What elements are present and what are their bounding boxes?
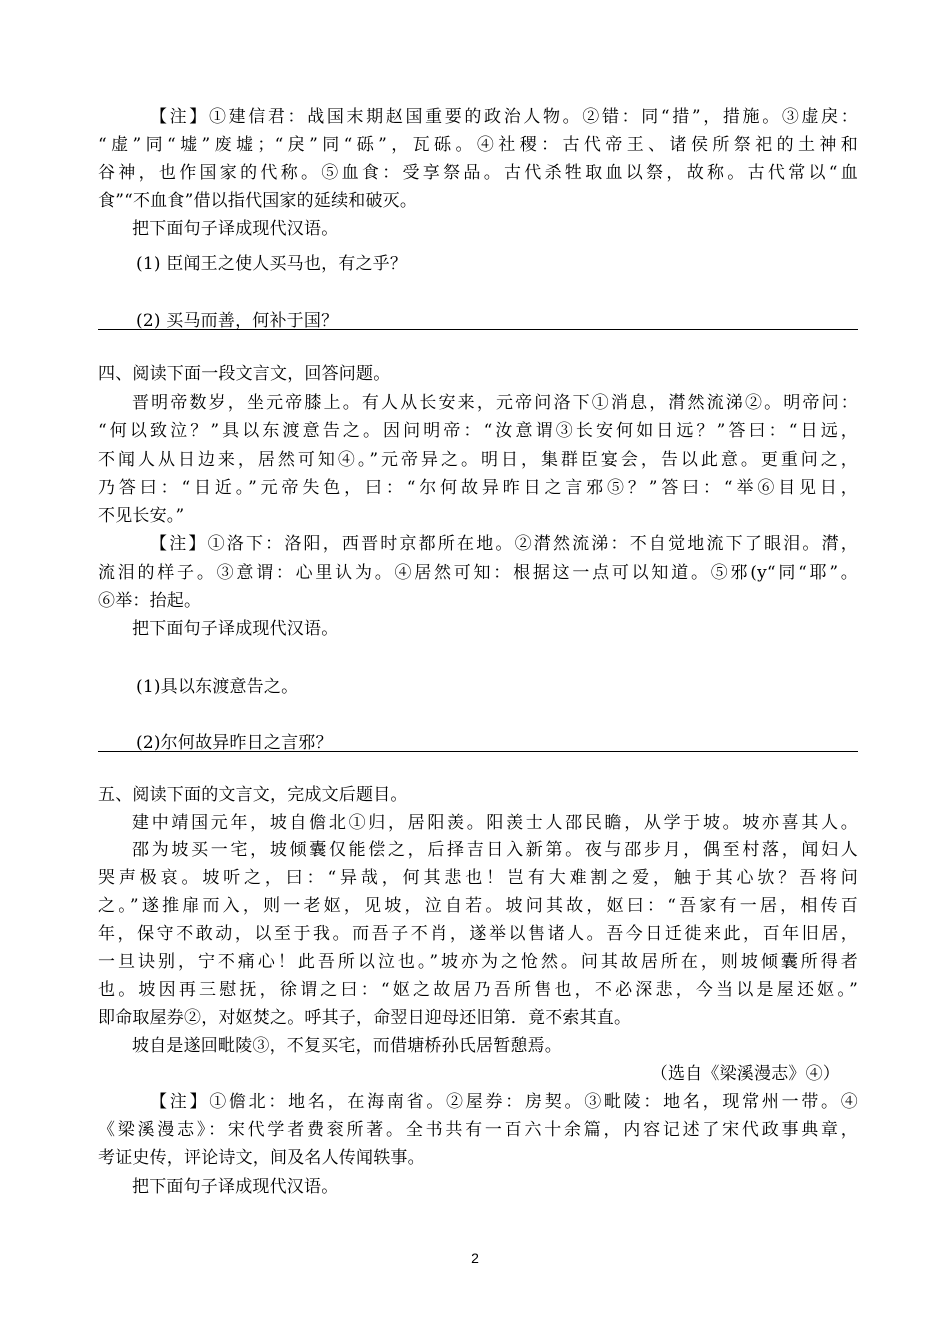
passage-line: 哭声极哀。坡听之，曰：“异哉，何其悲也！岂有大难割之爱，触于其心欤？吾将问 — [98, 868, 858, 888]
note-line: 《梁溪漫志》：宋代学者费衮所著。全书共有一百六十余篇，内容记述了宋代政事典章， — [98, 1120, 858, 1140]
section-heading: 四、阅读下面一段文言文，回答问题。 — [98, 364, 391, 384]
note-line: “虚”同“墟”废墟；“戾”同“砾”，瓦砾。④社稷：古代帝王、诸侯所祭祀的土神和 — [98, 135, 858, 155]
question-2: (2) 买马而善，何补于国？ — [136, 311, 339, 331]
passage-line: 乃答曰：“日近。”元帝失色，曰：“尔何故异昨日之言邪⑤？”答曰：“举⑥目见日， — [98, 478, 858, 498]
note-line: 流泪的样子。③意谓：心里认为。④居然可知：根据这一点可以知道。⑤邪(y“同“耶”。 — [98, 563, 858, 583]
source-citation: （选自《梁溪漫志》④） — [650, 1064, 840, 1084]
passage-line: 不闻人从日边来，居然可知④。”元帝异之。明日，集群臣宴会，告以此意。更重问之， — [98, 450, 858, 470]
passage-line: 不见长安。” — [98, 506, 185, 526]
passage-line: 邵为坡买一宅，坡倾囊仅能偿之，后择吉日入新第。夜与邵步月，偶至村落，闻妇人 — [132, 840, 858, 860]
passage-line: “何以致泣？”具以东渡意告之。因问明帝：“汝意谓③长安何如日远？”答曰：“日远， — [98, 421, 858, 441]
question-1: (1) 臣闻王之使人买马也，有之乎？ — [136, 254, 408, 274]
note-line: 【注】①儋北：地名，在海南省。②屋券：房契。③毗陵：地名，现常州一带。④ — [150, 1092, 858, 1112]
note-line: ⑥举：抬起。 — [98, 591, 202, 611]
passage-line: 即命取屋券②，对妪焚之。呼其子，命翌日迎母还旧第．竟不索其直。 — [98, 1008, 632, 1028]
passage-line: 坡自是遂回毗陵③，不复买宅，而借塘桥孙氏居暂憩焉。 — [132, 1036, 562, 1056]
passage-line: 晋明帝数岁，坐元帝膝上。有人从长安来，元帝问洛下①消息，潸然流涕②。明帝问： — [132, 393, 858, 413]
passage-line: 也。坡因再三慰抚，徐谓之曰：“妪之故居乃吾所售也，不必深悲，今当以是屋还妪。” — [98, 980, 858, 1000]
note-line: 食”“不血食”借以指代国家的延续和破灭。 — [98, 191, 418, 211]
answer-line — [98, 751, 858, 752]
passage-line: 建中靖国元年，坡自儋北①归，居阳羡。阳羡士人邵民瞻，从学于坡。坡亦喜其人。 — [132, 813, 858, 833]
question-1: (1)具以东渡意告之。 — [136, 677, 299, 697]
passage-line: 之。”遂推扉而入，则一老妪，见坡，泣自若。坡问其故，妪曰：“吾家有一居，相传百 — [98, 896, 858, 916]
note-line: 【注】①建信君：战国末期赵国重要的政治人物。②错：同“措”，措施。③虚戾： — [150, 107, 858, 127]
instruction-text: 把下面句子译成现代汉语。 — [132, 1177, 339, 1197]
passage-line: 一旦诀别，宁不痛心！此吾所以泣也。”坡亦为之怆然。问其故居所在，则坡倾囊所得者 — [98, 952, 858, 972]
section-heading: 五、阅读下面的文言文，完成文后题目。 — [98, 785, 408, 805]
note-line: 考证史传，评论诗文，间及名人传闻轶事。 — [98, 1148, 425, 1168]
page-number: 2 — [471, 1250, 479, 1266]
instruction-text: 把下面句子译成现代汉语。 — [132, 219, 339, 239]
instruction-text: 把下面句子译成现代汉语。 — [132, 619, 339, 639]
question-2: (2)尔何故异昨日之言邪？ — [136, 733, 333, 753]
note-line: 【注】①洛下：洛阳，西晋时京都所在地。②潸然流涕：不自觉地流下了眼泪。潸， — [150, 534, 858, 554]
answer-line — [98, 329, 858, 330]
note-line: 谷神，也作国家的代称。⑤血食：受享祭品。古代杀牲取血以祭，故称。古代常以“血 — [98, 163, 858, 183]
passage-line: 年，保守不敢动，以至于我。而吾子不肖，遂举以售诸人。吾今日迁徙来此，百年旧居， — [98, 924, 858, 944]
